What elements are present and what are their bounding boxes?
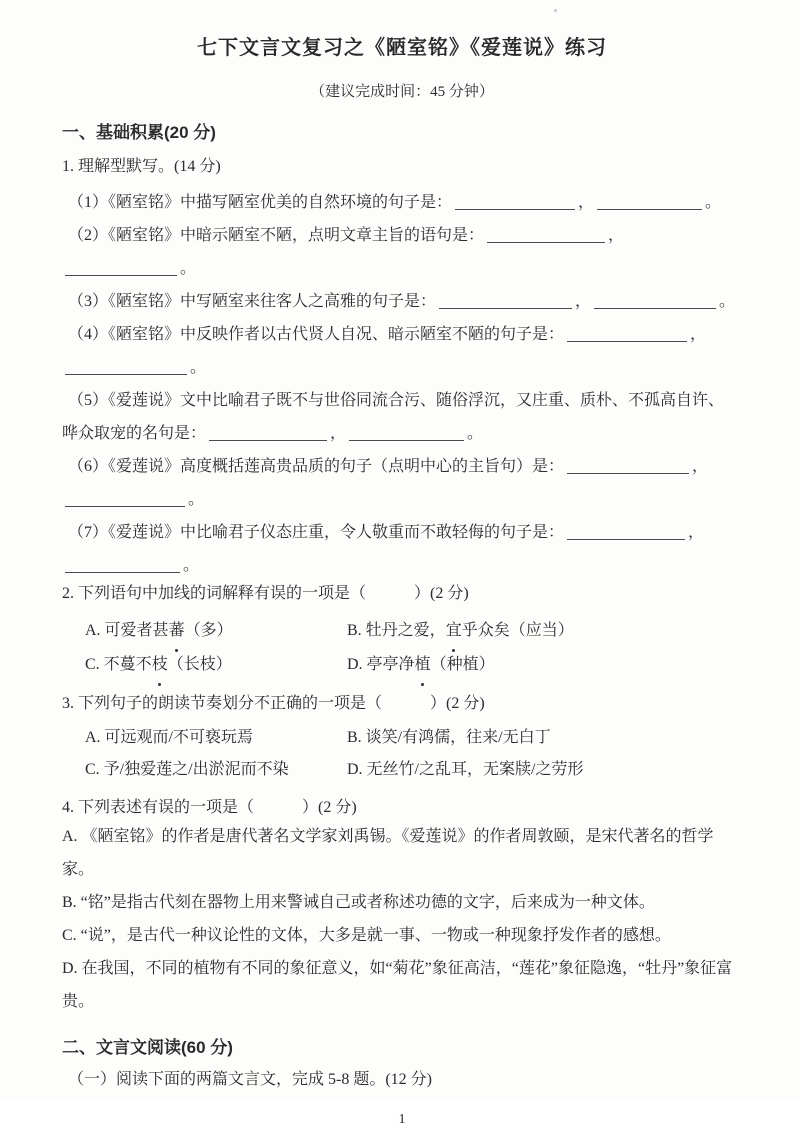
section-reading-intro: （一）阅读下面的两篇文言文，完成 5-8 题。(12 分) bbox=[68, 1071, 432, 1088]
answer-blank bbox=[567, 328, 687, 342]
answer-blank bbox=[65, 493, 185, 507]
dictation-item-2: （2）《陋室铭》中暗示陋室不陋，点明文章主旨的语句是： ，。 bbox=[62, 219, 742, 285]
q2-option-d: D. 亭亭净植（种植） bbox=[347, 648, 742, 682]
q3-option-d: D. 无丝竹/之乱耳，无案牍/之劳形 bbox=[347, 761, 584, 778]
emphasized-char: 宜 bbox=[446, 614, 462, 648]
q4-stem: 4. 下列表述有误的一项是（ ）(2 分) bbox=[62, 799, 357, 816]
page-title: 七下文言文复习之《陋室铭》《爱莲说》练习 bbox=[197, 37, 607, 59]
q2-option-c: C. 不蔓不枝（长枝） bbox=[85, 648, 347, 682]
q2-stem: 2. 下列语句中加线的词解释有误的一项是（ ）(2 分) bbox=[62, 585, 469, 602]
answer-blank bbox=[209, 427, 327, 441]
q3-options bbox=[85, 722, 742, 786]
q3-option-c: C. 予/独爱莲之/出淤泥而不染 bbox=[85, 761, 289, 778]
answer-blank bbox=[567, 526, 685, 540]
q3-option-a: A. 可远观而/不可亵玩焉 bbox=[85, 729, 254, 746]
q2-option-a: A. 可爱者甚蕃（多） bbox=[85, 614, 347, 648]
q1-stem: 1. 理解型默写。(14 分) bbox=[62, 158, 221, 175]
q4-option-d: D. 在我国，不同的植物有不同的象征意义，如“菊花”象征高洁，“莲花”象征隐逸，“牡丹”象征富贵。 bbox=[62, 960, 733, 1010]
answer-blank bbox=[439, 295, 572, 309]
emphasized-char: 枝 bbox=[152, 648, 168, 682]
section-reading-heading: 二、文言文阅读(60 分) bbox=[62, 1038, 233, 1057]
q2-option-b: B. 牡丹之爱，宜乎众矣（应当） bbox=[347, 614, 742, 648]
dictation-item-5: （5）《爱莲说》文中比喻君子既不与世俗同流合污、随俗浮沉，又庄重、质朴、不孤高自许、 哗众取宠的名句是： ， 。 bbox=[62, 392, 725, 442]
answer-blank bbox=[65, 559, 180, 573]
dictation-items bbox=[62, 186, 742, 582]
q4-option-c: C. “说”，是古代一种议论性的文体，大多是就一事、一物或一种现象抒发作者的感想。 bbox=[62, 927, 671, 944]
answer-blank bbox=[455, 196, 575, 210]
q4-options bbox=[62, 820, 742, 1018]
dictation-item-6: （6）《爱莲说》高度概括莲高贵品质的句子（点明中心的主旨句）是： ， 。 bbox=[62, 450, 742, 516]
dictation-item-3: （3）《陋室铭》中写陋室来往客人之高雅的句子是： ， 。 bbox=[68, 293, 736, 310]
page-number: 1 bbox=[398, 1112, 406, 1127]
answer-blank bbox=[594, 295, 716, 309]
answer-blank bbox=[567, 460, 689, 474]
dictation-item-1: （1）《陋室铭》中描写陋室优美的自然环境的句子是： ， 。 bbox=[68, 194, 722, 211]
page-subtitle: （建议完成时间：45 分钟） bbox=[310, 84, 494, 100]
scan-artifact-dot bbox=[554, 9, 557, 12]
section-basic-heading: 一、基础积累(20 分) bbox=[62, 123, 216, 142]
dictation-item-7: （7）《爱莲说》中比喻君子仪态庄重，令人敬重而不敢轻侮的句子是： ， 。 bbox=[62, 516, 742, 582]
q4-option-b: B. “铭”是指古代刻在器物上用来警诫自己或者称述功德的文字，后来成为一种文体。 bbox=[62, 894, 655, 911]
answer-blank bbox=[65, 361, 187, 375]
q4-option-a: A. 《陋室铭》的作者是唐代著名文学家刘禹锡。《爱莲说》的作者周敦颐，是宋代著名的哲学家。 bbox=[62, 828, 714, 878]
q3-stem: 3. 下列句子的朗读节奏划分不正确的一项是（ ）(2 分) bbox=[62, 695, 485, 712]
q2-options bbox=[85, 614, 742, 682]
answer-blank bbox=[597, 196, 702, 210]
dictation-item-4: （4）《陋室铭》中反映作者以古代贤人自况、暗示陋室不陋的句子是： ， 。 bbox=[62, 318, 742, 384]
emphasized-char: 植 bbox=[415, 648, 431, 682]
answer-blank bbox=[65, 262, 177, 276]
answer-blank bbox=[349, 427, 464, 441]
emphasized-char: 蕃 bbox=[169, 614, 185, 648]
q3-option-b: B. 谈笑/有鸿儒，往来/无白丁 bbox=[347, 729, 551, 746]
answer-blank bbox=[487, 229, 605, 243]
